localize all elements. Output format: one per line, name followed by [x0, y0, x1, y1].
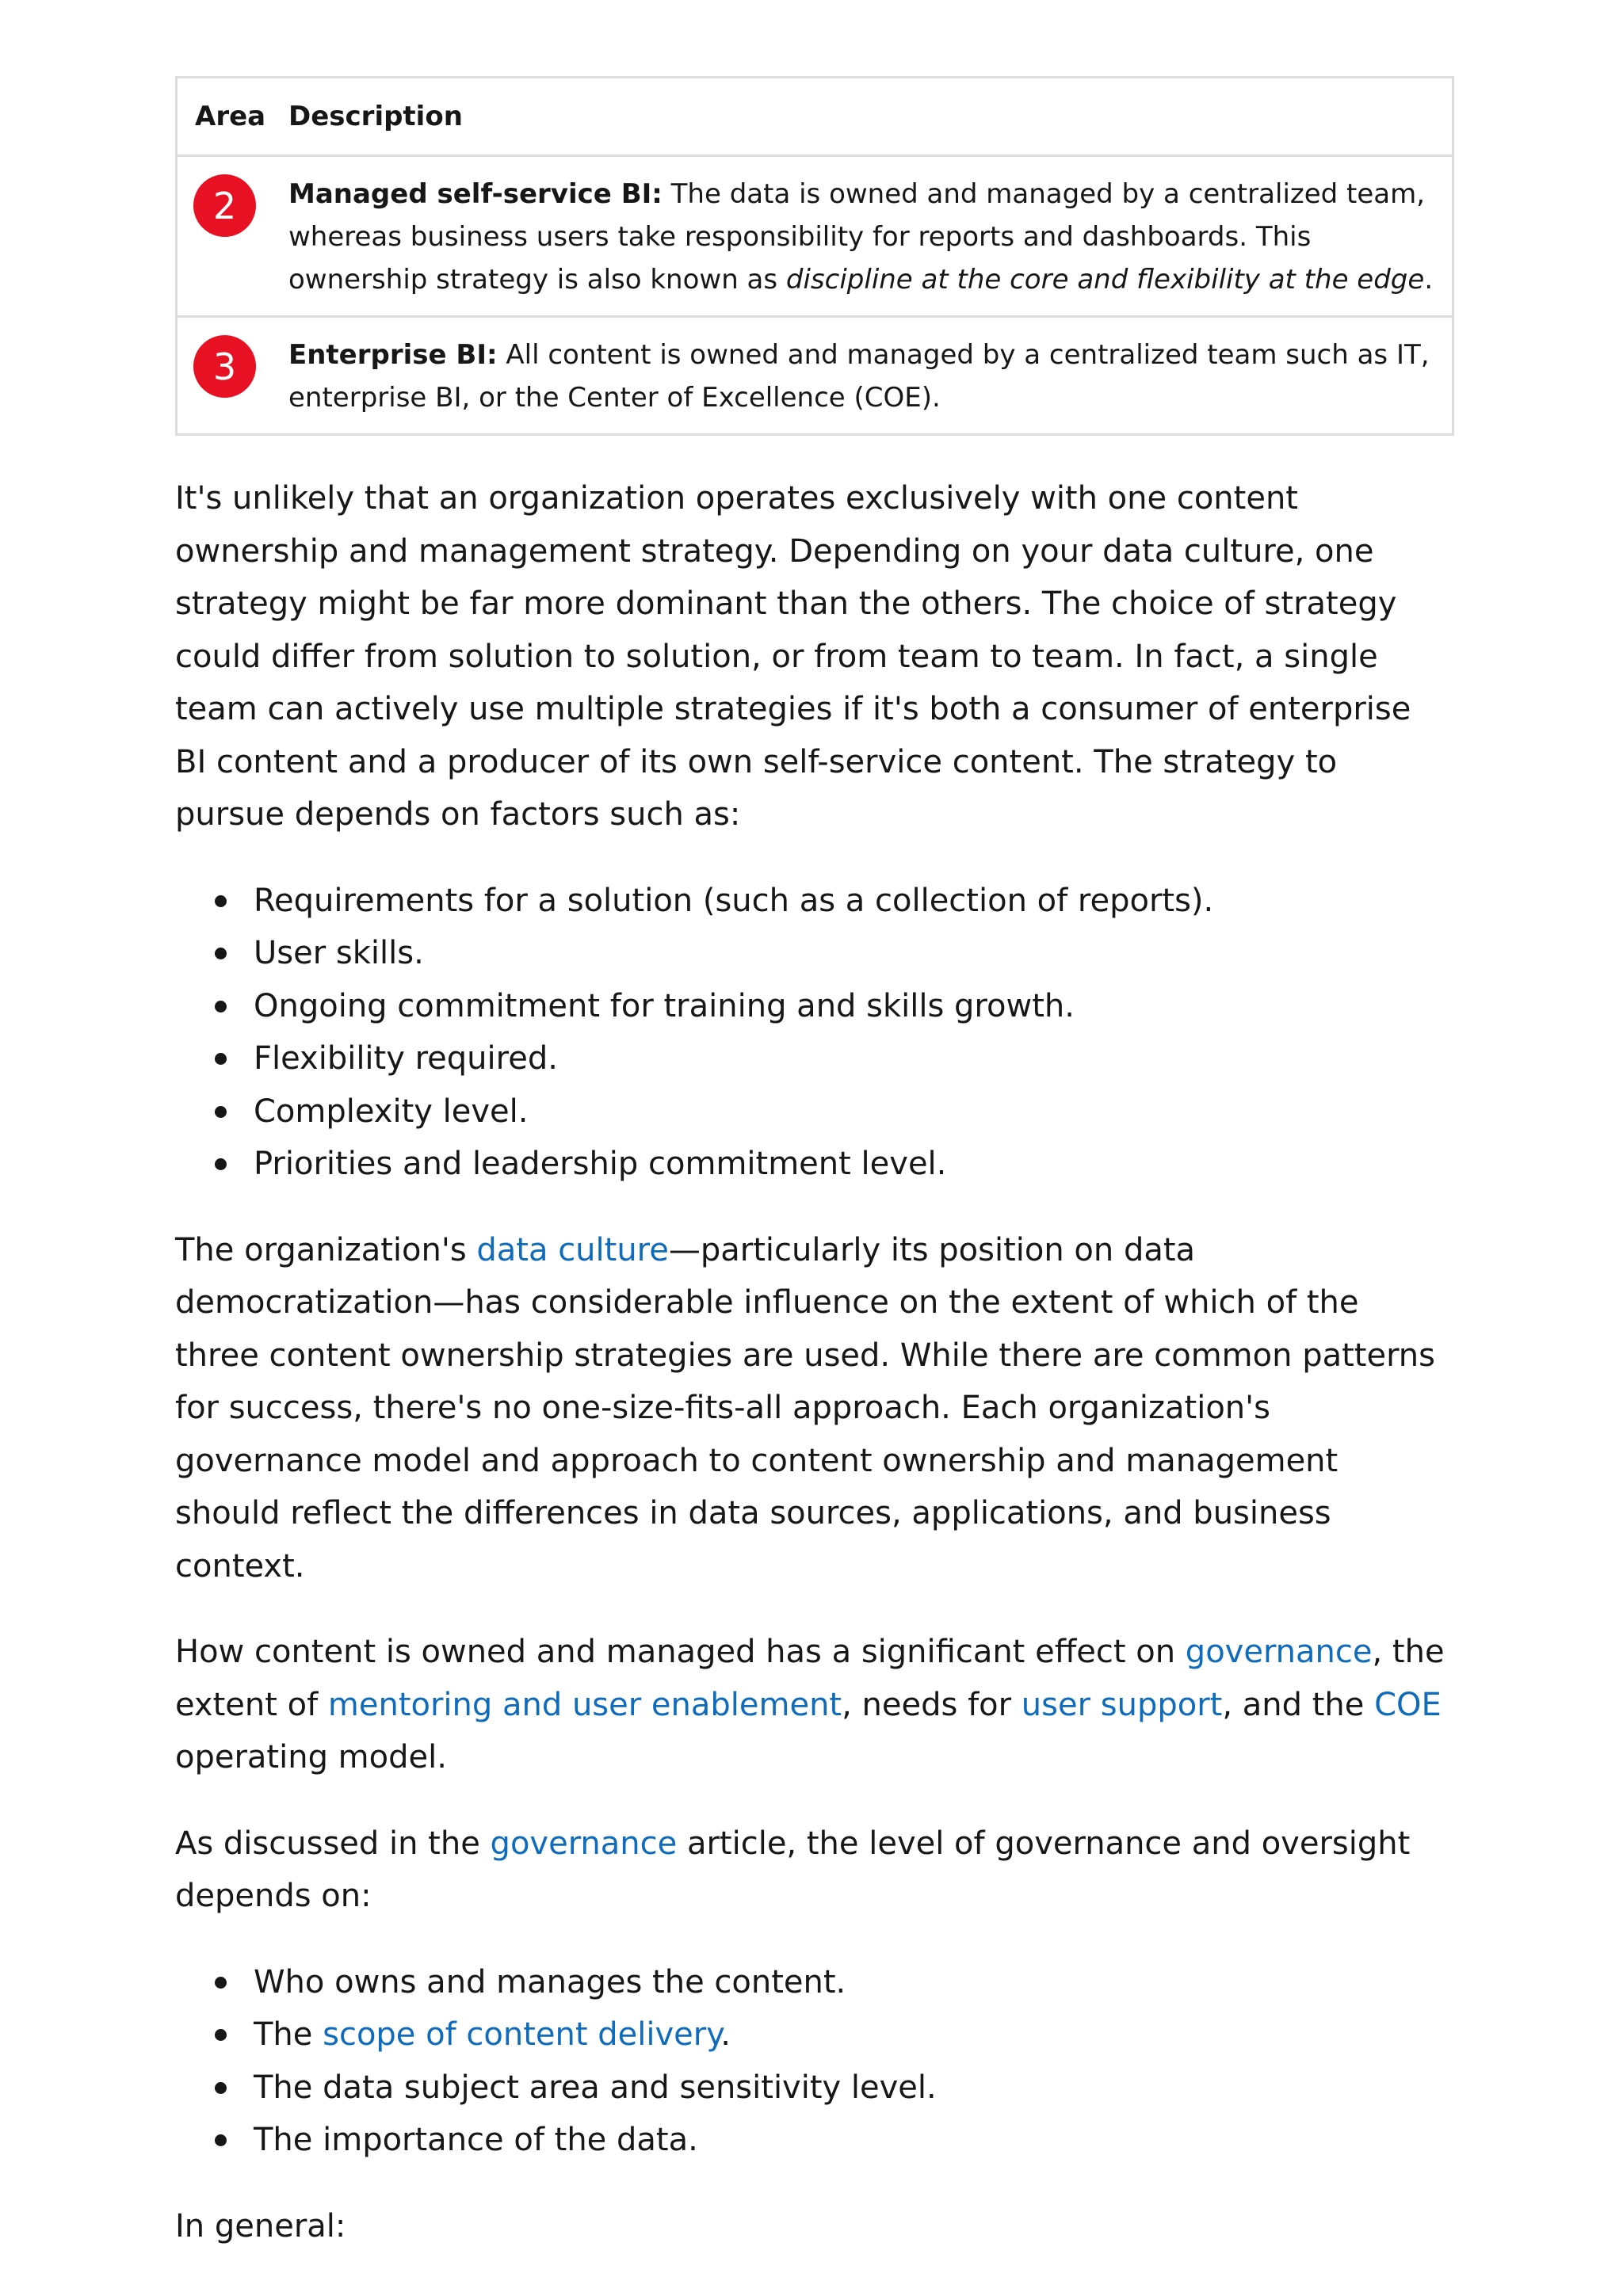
governance-effect-paragraph: [175, 1626, 1452, 1784]
data-culture-paragraph: [175, 1224, 1452, 1593]
list-item: [175, 1085, 1452, 1138]
paragraph-text: The organization's: [175, 1231, 477, 1268]
list-item-text: Complexity level.: [254, 1093, 529, 1130]
paragraph-text: article, the level of governance and oversight depends on:: [175, 1825, 1411, 1914]
table-row: [177, 156, 1453, 317]
row-term: Managed self-service BI:: [288, 178, 663, 210]
bullet-icon: [215, 2029, 227, 2041]
list-item-text: .: [720, 2016, 731, 2053]
depends-on-list: [175, 1956, 1452, 2167]
table-row: [177, 317, 1453, 435]
data-culture-link[interactable]: data culture: [476, 1231, 669, 1268]
list-item-text: Flexibility required.: [254, 1040, 558, 1077]
paragraph-text: How content is owned and managed has a significant effect on: [175, 1634, 1186, 1670]
bullet-icon: [215, 1106, 227, 1118]
bullet-icon: [215, 948, 227, 959]
description-cell: [271, 156, 1453, 317]
area-number-badge: 2: [193, 174, 256, 237]
list-item: [175, 2008, 1452, 2061]
bullet-icon: [215, 2134, 227, 2146]
paragraph-text: operating model.: [175, 1739, 447, 1775]
list-item-text: Priorities and leadership commitment level.: [254, 1146, 947, 1182]
area-number-badge: 3: [193, 335, 256, 398]
description-cell: [271, 317, 1453, 435]
bullet-icon: [215, 1977, 227, 1989]
bullet-icon: [215, 2082, 227, 2094]
bullet-icon: [215, 1001, 227, 1013]
oversight-paragraph: [175, 1817, 1452, 1923]
list-item: [175, 1956, 1452, 2009]
row-text-end: .: [1424, 264, 1434, 296]
list-item-text: Who owns and manages the content.: [254, 1963, 846, 2000]
paragraph-text: —particularly its position on data democratization—has considerable influence on the extent of which of the three content ownership strategies are used. While there are common patterns for success, there's no one-size-fits-all approach. Each organization's governance model and approach to content ownership and management should reflect the differences in data sources, applications, and business context.: [175, 1231, 1435, 1585]
in-general-paragraph: In general:: [175, 2207, 346, 2245]
list-item: [175, 2114, 1452, 2167]
description-column-header: Description: [271, 78, 1453, 156]
list-item-text: The importance of the data.: [254, 2122, 698, 2158]
list-item: [175, 2061, 1452, 2115]
list-item: [175, 980, 1452, 1033]
paragraph-text: , and the: [1222, 1686, 1375, 1723]
list-item: [175, 1032, 1452, 1085]
paragraph-text: , needs for: [842, 1686, 1022, 1723]
governance-article-link[interactable]: governance: [490, 1825, 678, 1862]
area-cell: [177, 156, 272, 317]
coe-link[interactable]: COE: [1374, 1686, 1442, 1723]
scope-of-content-delivery-link[interactable]: scope of content delivery: [323, 2016, 721, 2053]
strategy-intro-paragraph: It's unlikely that an organization operates exclusively with one content ownership and management strategy. Depending on your data culture, one strategy might be far more dominant than the others. The choice of strategy could differ from solution to solution, or from team to team. In fact, a single team can actively use multiple strategies if it's both a consumer of enterprise BI content and a producer of its own self-service content. The strategy to pursue depends on factors such as:: [175, 480, 1411, 833]
ownership-areas-table: [175, 76, 1454, 436]
bullet-icon: [215, 895, 227, 907]
list-item-text: Ongoing commitment for training and skills growth.: [254, 987, 1075, 1024]
bullet-icon: [215, 1053, 227, 1065]
area-column-header: Area: [177, 78, 272, 156]
mentoring-link[interactable]: mentoring and user enablement: [327, 1686, 842, 1723]
row-italic-text: discipline at the core and flexibility at the edge: [785, 264, 1425, 296]
row-text: The data is owned and managed by a centralized team, whereas business users take responsibility for reports and dashboards. This ownership strategy is also known as: [288, 178, 1426, 296]
row-term: Enterprise BI:: [288, 339, 498, 371]
bullet-icon: [215, 1158, 227, 1170]
area-cell: [177, 317, 272, 435]
list-item: [175, 927, 1452, 980]
paragraph-text: , the extent of: [175, 1634, 1445, 1723]
list-item-text: The: [254, 2016, 323, 2053]
table-header-row: [177, 78, 1453, 156]
list-item: [175, 875, 1452, 928]
list-item-text: Requirements for a solution (such as a collection of reports).: [254, 882, 1214, 919]
list-item-text: The data subject area and sensitivity level.: [254, 2069, 937, 2106]
factors-list: [175, 875, 1452, 1191]
row-text: All content is owned and managed by a centralized team such as IT, enterprise BI, or the Center of Excellence (COE).: [288, 339, 1430, 414]
governance-link[interactable]: governance: [1185, 1634, 1373, 1670]
user-support-link[interactable]: user support: [1021, 1686, 1223, 1723]
paragraph-text: As discussed in the: [175, 1825, 491, 1862]
list-item-text: User skills.: [254, 935, 424, 971]
list-item: [175, 1138, 1452, 1191]
